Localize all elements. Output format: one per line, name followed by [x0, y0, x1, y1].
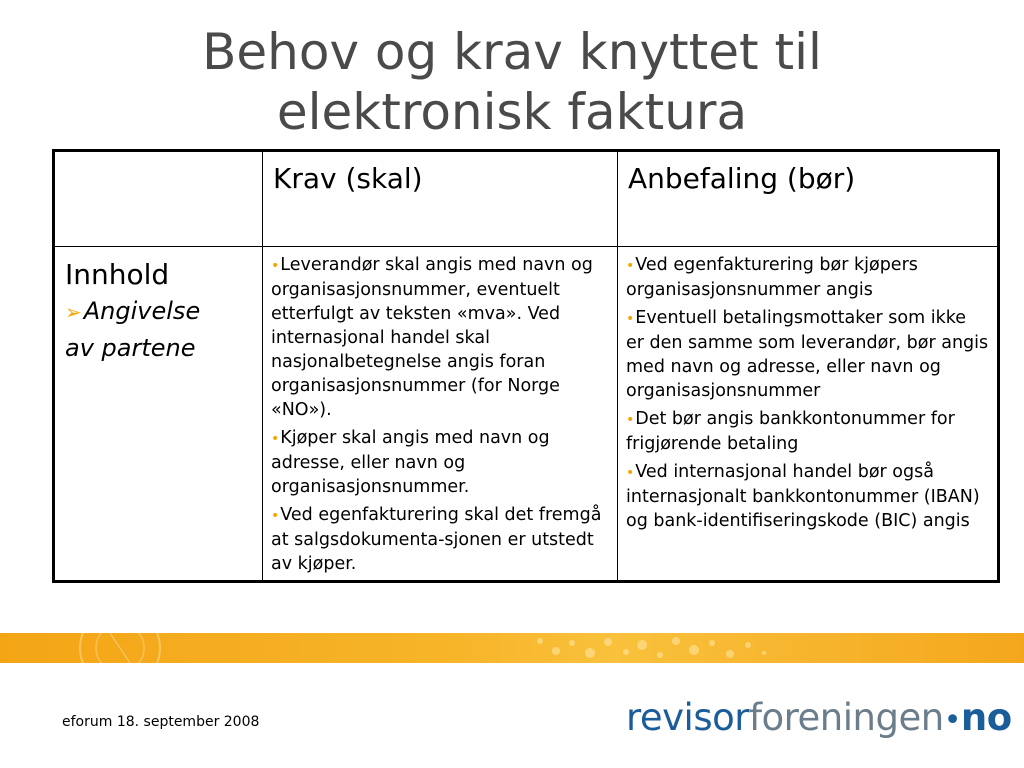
- slide-title: [0, 22, 1024, 142]
- row-label: Innhold: [65, 258, 170, 291]
- list-item: [271, 426, 609, 499]
- anbefaling-item-3: Det bør angis bankkontonummer for frigjørende betaling: [626, 409, 955, 454]
- anbefaling-cell: [618, 247, 999, 582]
- requirements-table: [52, 149, 1000, 583]
- bullet-icon: •: [626, 258, 635, 274]
- logo-dot: •: [943, 703, 961, 738]
- table-row: [54, 247, 999, 582]
- bullet-icon: •: [626, 311, 635, 327]
- table-header-row: [54, 151, 999, 247]
- header-empty-cell: [54, 151, 263, 247]
- title-line-2: elektronisk faktura: [276, 83, 748, 141]
- header-krav: Krav (skal): [263, 151, 618, 247]
- bullet-icon: •: [626, 412, 635, 428]
- row-sublabel: [65, 293, 262, 330]
- anbefaling-item-4: Ved internasjonal handel bør også internasjonalt bankkontonummer (IBAN) og bank-identifiseringskode (BIC) angis: [626, 462, 980, 531]
- bullet-icon: •: [271, 508, 280, 524]
- decorative-orange-band: [0, 633, 1024, 663]
- footer-text: eforum 18. september 2008: [62, 714, 260, 730]
- anbefaling-list: [626, 253, 989, 533]
- row-header-cell: [54, 247, 263, 582]
- row-sublabel-line-2: av partene: [65, 334, 196, 362]
- list-item: [626, 306, 989, 403]
- list-item: [271, 253, 609, 422]
- row-sublabel-line-1: Angivelse: [83, 297, 201, 325]
- logo-part-2: foreningen: [748, 696, 944, 739]
- logo-part-3: no: [960, 696, 1012, 739]
- logo-part-1: revisor: [626, 696, 749, 739]
- krav-item-2: Kjøper skal angis med navn og adresse, eller navn og organisasjonsnummer.: [271, 428, 550, 497]
- header-anbefaling: Anbefaling (bør): [618, 151, 999, 247]
- list-item: [626, 253, 989, 302]
- list-item: [271, 503, 609, 576]
- krav-item-1: Leverandør skal angis med navn og organisasjonsnummer, eventuelt etterfulgt av teksten «mva». Ved internasjonal handel skal nasjonalbetegnelse angis foran organisasjonsnummer (for Norge «NO»).: [271, 255, 593, 420]
- krav-list: [271, 253, 609, 576]
- krav-cell: [263, 247, 618, 582]
- revisorforeningen-logo: [626, 696, 1012, 743]
- anbefaling-item-2: Eventuell betalingsmottaker som ikke er den samme som leverandør, bør angis med navn og adresse, eller navn og organisasjonsnummer: [626, 308, 989, 401]
- anbefaling-item-1: Ved egenfakturering bør kjøpers organisasjonsnummer angis: [626, 255, 918, 300]
- bullet-icon: •: [271, 431, 280, 447]
- krav-item-3: Ved egenfakturering skal det fremgå at salgsdokumenta-sjonen er utstedt av kjøper.: [271, 505, 602, 574]
- bullet-icon: •: [271, 258, 280, 274]
- list-item: [626, 460, 989, 533]
- list-item: [626, 407, 989, 456]
- title-line-1: Behov og krav knyttet til: [202, 23, 822, 81]
- bullet-icon: •: [626, 465, 635, 481]
- band-pattern-icon: [0, 633, 1024, 663]
- arrow-bullet-icon: ➢: [65, 300, 82, 324]
